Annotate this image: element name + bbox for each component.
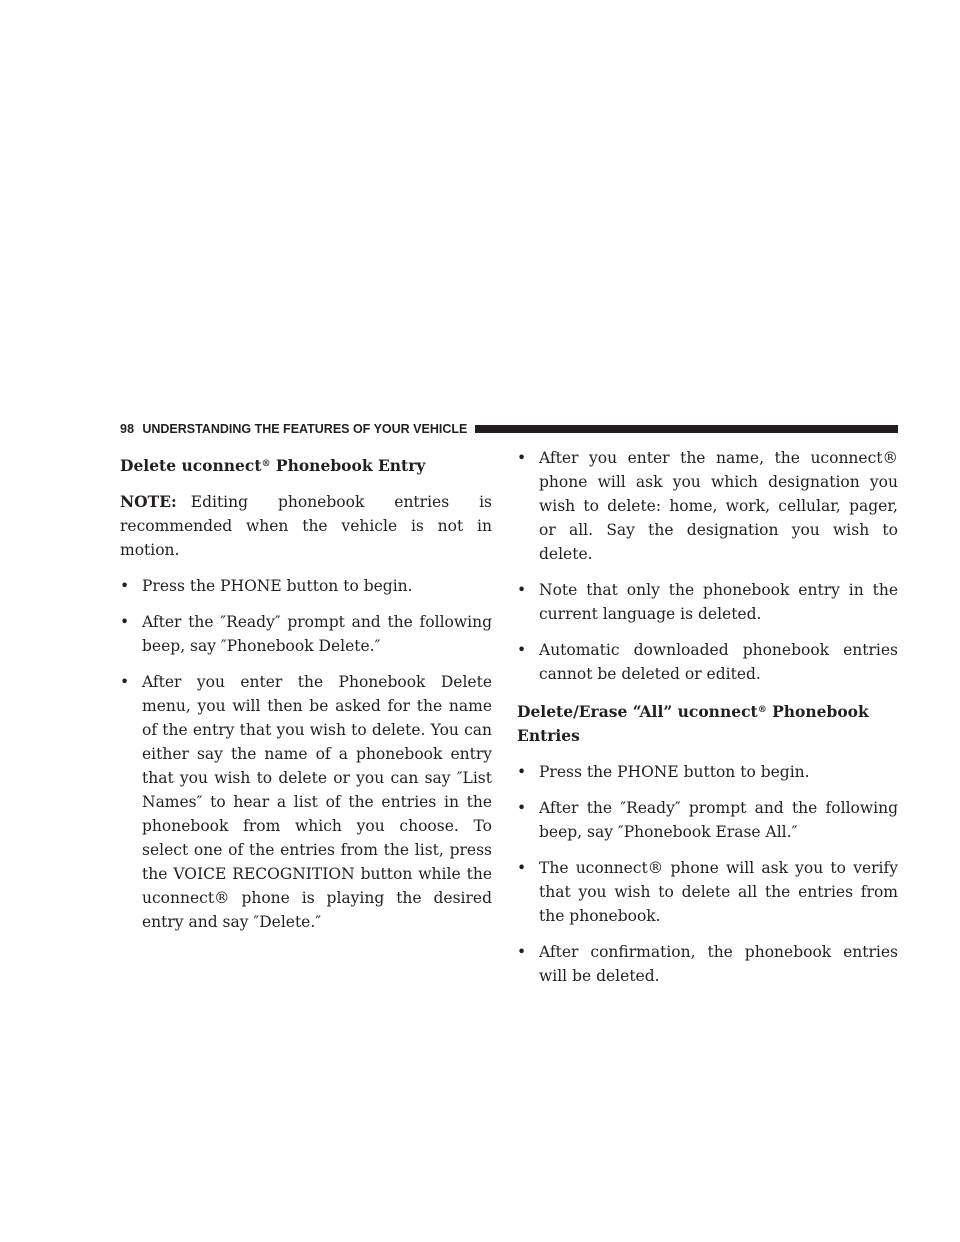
heading-text: Delete/Erase “All” uconnect <box>517 702 758 721</box>
left-column <box>120 446 492 946</box>
header-rule <box>475 425 898 433</box>
page-header <box>120 422 898 436</box>
list-item <box>120 670 492 934</box>
bullet-icon: • <box>517 641 527 659</box>
note-text: Editing phonebook entries is recommended when the vehicle is not in motion. <box>120 493 492 559</box>
bullet-icon: • <box>517 799 527 817</box>
bullet-icon: • <box>120 577 130 595</box>
list-item-text: After the ″Ready″ prompt and the following beep, say ″Phonebook Delete.″ <box>142 613 492 655</box>
list-item-text: Automatic downloaded phonebook entries cannot be deleted or edited. <box>539 641 898 683</box>
list-item <box>517 638 898 686</box>
list-item-text: After the ″Ready″ prompt and the following beep, say ″Phonebook Erase All.″ <box>539 799 898 841</box>
bullet-icon: • <box>517 449 527 467</box>
bullet-icon: • <box>517 581 527 599</box>
list-item-text: Press the PHONE button to begin. <box>142 577 413 595</box>
page-number: 98 <box>120 422 135 436</box>
list-item-text: The uconnect® phone will ask you to verify that you wish to delete all the entries from the phonebook. <box>539 859 898 925</box>
list-item <box>120 574 492 598</box>
bullet-icon: • <box>120 673 130 691</box>
list-item <box>517 856 898 928</box>
bullet-icon: • <box>120 613 130 631</box>
bullet-icon: • <box>517 943 527 961</box>
note-paragraph <box>120 490 492 562</box>
bullet-icon: • <box>517 763 527 781</box>
bullet-icon: • <box>517 859 527 877</box>
registered-mark: ® <box>261 459 271 469</box>
list-item <box>120 610 492 658</box>
list-item-text: After you enter the Phonebook Delete menu, you will then be asked for the name of the entry that you wish to delete. You can either say the name of a phonebook entry that you wish to delete or you can say ″List Names″ to hear a list of the entries in the phonebook from which you choose. To select one of the entries from the list, press the VOICE RECOGNITION button while the uconnect® phone is playing the desired entry and say ″Delete.″ <box>142 673 492 931</box>
list-item <box>517 578 898 626</box>
registered-mark: ® <box>757 705 767 715</box>
note-label: NOTE: <box>120 492 177 511</box>
list-item-text: After confirmation, the phonebook entries will be deleted. <box>539 943 898 985</box>
list-item <box>517 796 898 844</box>
list-item-text: Note that only the phonebook entry in the current language is deleted. <box>539 581 898 623</box>
heading-text-end: Phonebook Entries <box>517 702 869 745</box>
heading-text: Delete uconnect <box>120 456 262 475</box>
list-item <box>517 446 898 566</box>
list-item-text: Press the PHONE button to begin. <box>539 763 810 781</box>
list-item-text: After you enter the name, the uconnect® phone will ask you which designation you wish to delete: home, work, cellular, pager, or all. Say the designation you wish to delete. <box>539 449 898 563</box>
right-column <box>517 446 898 1000</box>
list-item <box>517 760 898 784</box>
section-title: UNDERSTANDING THE FEATURES OF YOUR VEHICLE <box>142 422 468 436</box>
list-item <box>517 940 898 988</box>
section-heading-erase-all <box>517 698 898 748</box>
heading-text-end: Phonebook Entry <box>275 456 426 475</box>
section-heading-delete-entry <box>120 452 492 478</box>
